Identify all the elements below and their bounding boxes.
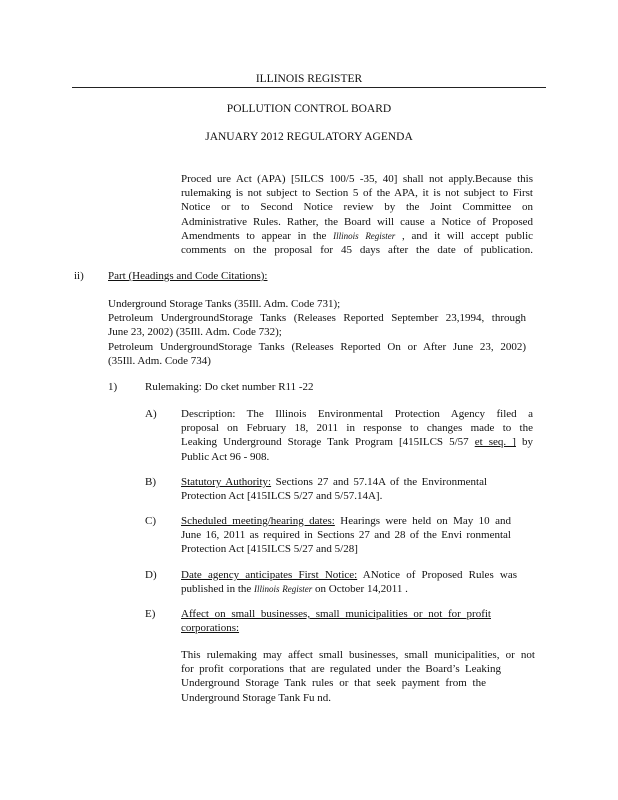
notice-line: published in the Illinois Register on October 14,2011 . <box>181 583 408 596</box>
affect-line: Underground Storage Tank Fu nd. <box>181 691 332 704</box>
item-c-letter: C) <box>145 515 156 527</box>
citation-line: Petroleum UndergroundStorage Tanks (Releases Reported September 23,1994, through <box>108 312 526 325</box>
item-1-line: Rulemaking: Do cket number R11 -22 <box>145 381 314 393</box>
statutory-authority <box>181 475 487 503</box>
statutory-line: Statutory Authority: Sections 27 and 57.14A of the Environmental <box>181 476 488 488</box>
citation-line: Petroleum UndergroundStorage Tanks (Releases Reported On or After June 23, 2002) <box>108 340 526 353</box>
hearing-line: June 16, 2011 as required in Sections 27 and 28 of the Envi ronmental <box>181 529 511 542</box>
intro-paragraph <box>181 172 533 257</box>
affect-heading <box>181 607 491 635</box>
intro-line: Administrative Rules. Rather, the Board will cause a Notice of Proposed <box>181 215 533 228</box>
citation-line: Underground Storage Tanks (35Ill. Adm. Code 731); <box>108 298 341 310</box>
item-1-number: 1) <box>108 381 118 393</box>
intro-line: Amendments to appear in the Illinois Register , and it will accept public <box>181 229 534 242</box>
affect-line: Underground Storage Tank rules or that seek payment from the <box>181 677 486 690</box>
affect-paragraph <box>181 648 535 705</box>
citation-line: (35Ill. Adm. Code 734) <box>108 354 211 367</box>
description-paragraph <box>181 407 533 464</box>
section-ii-heading: Part (Headings and Code Citations): <box>108 270 268 282</box>
affect-heading-line: Affect on small businesses, small municipalities or not for profit <box>181 608 491 620</box>
description-line: Description: The Illinois Environmental Protection Agency filed a <box>181 408 533 420</box>
hearing-line: Protection Act [415ILCS 5/27 and 5/28] <box>181 543 358 556</box>
intro-line: Notice or to Second Notice review by the Joint Committee on <box>181 201 533 214</box>
item-b-letter: B) <box>145 476 156 488</box>
hearing-line: Scheduled meeting/hearing dates: Hearings were held on May 10 and <box>181 515 511 527</box>
statutory-line: Protection Act [415ILCS 5/27 and 5/57.14A]. <box>181 490 383 503</box>
description-line: Leaking Underground Storage Tank Program [415ILCS 5/57 et seq. ] by <box>181 436 534 449</box>
header-rule <box>72 87 546 88</box>
affect-line: for profit corporations that are regulated under the Board’s Leaking <box>181 663 501 676</box>
board-title: POLLUTION CONTROL BOARD <box>226 103 392 115</box>
section-ii-number: ii) <box>74 270 84 282</box>
notice-line: Date agency anticipates First Notice: ANotice of Proposed Rules was <box>181 569 517 581</box>
agenda-title: JANUARY 2012 REGULATORY AGENDA <box>205 131 413 143</box>
item-e-letter: E) <box>145 608 156 620</box>
item-a-letter: A) <box>145 408 157 420</box>
intro-line: comments on the proposal for 45 days after the date of publication. <box>181 244 533 257</box>
description-line: proposal on February 18, 2011 in response to changes made to the <box>181 422 533 435</box>
item-d-letter: D) <box>145 569 157 581</box>
intro-line: rulemaking is not subject to Section 5 of the APA, it is not subject to First <box>181 187 533 200</box>
first-notice-date <box>181 568 517 596</box>
affect-line: This rulemaking may affect small businesses, small municipalities, or not <box>181 649 535 661</box>
affect-heading-line: corporations: <box>181 622 240 635</box>
register-title: ILLINOIS REGISTER <box>255 73 363 85</box>
part-citations <box>108 297 526 368</box>
intro-line: Proced ure Act (APA) [5ILCS 100/5 -35, 40] shall not apply.Because this <box>181 173 533 185</box>
citation-line: June 23, 2002) (35Ill. Adm. Code 732); <box>108 326 282 339</box>
description-line: Public Act 96 - 908. <box>181 450 270 463</box>
scheduled-hearings <box>181 514 511 557</box>
